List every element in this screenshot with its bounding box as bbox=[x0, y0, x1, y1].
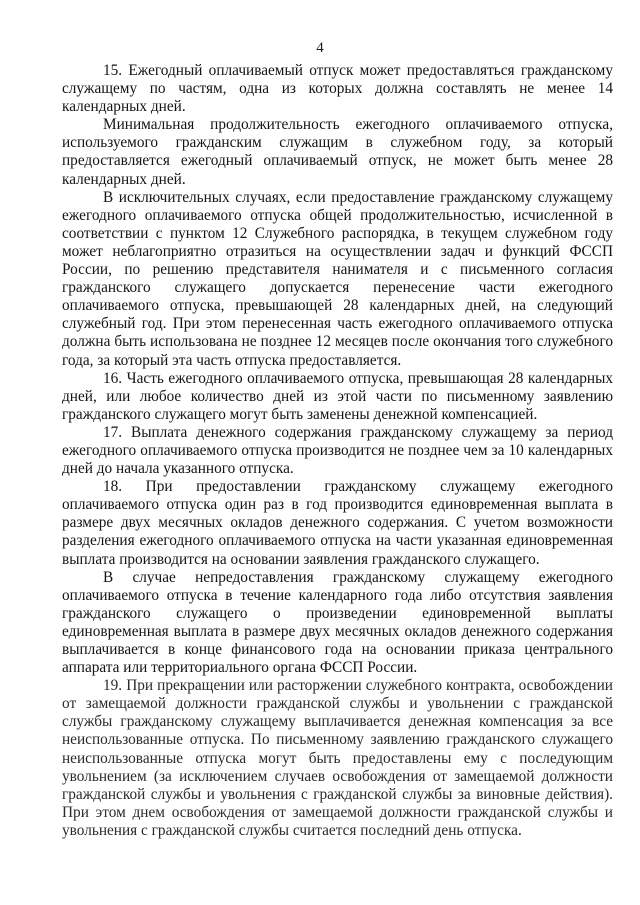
paragraph-exceptional-cases: В исключительных случаях, если предоставление гражданскому служащему ежегодного оплачиваемого отпуска общей продолжительностью, исчисленной в соответствии с пунктом 12 Служебного распорядка, в текущем служебном году может неблагоприятно отразиться на осуществлении задач и функций ФССП России, по решению представителя нанимателя и с письменного согласия гражданского служащего допускается перенесение части ежегодного оплачиваемого отпуска, превышающей 28 календарных дней, на следующий служебный год. При этом перенесенная часть ежегодного оплачиваемого отпуска должна быть использована не позднее 12 месяцев после окончания того служебного года, за который эта часть отпуска предоставляется. bbox=[62, 188, 613, 369]
paragraph-18: 18. При предоставлении гражданскому служащему ежегодного оплачиваемого отпуска один раз в год производится единовременная выплата в размере двух месячных окладов денежного содержания. С учетом возможности разделения ежегодного оплачиваемого отпуска на части указанная единовременная выплата производится на основании заявления гражданского служащего. bbox=[62, 478, 613, 568]
paragraph-16: 16. Часть ежегодного оплачиваемого отпуска, превышающая 28 календарных дней, или любое количество дней из этой части по письменному заявлению гражданского служащего могут быть заменены денежной компенсацией. bbox=[62, 369, 613, 423]
paragraph-minimum-duration: Минимальная продолжительность ежегодного оплачиваемого отпуска, используемого гражданским служащим в служебном году, за который предоставляется ежегодный оплачиваемый отпуск, не может быть менее 28 календарных дней. bbox=[62, 116, 613, 188]
page-number: 4 bbox=[316, 40, 324, 56]
document-body bbox=[62, 62, 613, 840]
paragraph-19: 19. При прекращении или расторжении служебного контракта, освобождении от замещаемой должности гражданской службы и увольнении с гражданской службы гражданскому служащему выплачивается денежная компенсация за все неиспользованные отпуска. По письменному заявлению гражданского служащего неиспользованные отпуска могут быть предоставлены ему с последующим увольнением (за исключением случаев освобождения от замещаемой должности гражданской службы и увольнения с гражданской службы за виновные действия). При этом днем освобождения от замещаемой должности гражданской службы и увольнения с гражданской службы считается последний день отпуска. bbox=[62, 677, 613, 839]
paragraph-non-provision: В случае непредоставления гражданскому служащему ежегодного оплачиваемого отпуска в течение календарного года либо отсутствия заявления гражданского служащего о произведении единовременной выплаты единовременная выплата в размере двух месячных окладов денежного содержания выплачивается в конце финансового года на основании приказа центрального аппарата или территориального органа ФССП России. bbox=[62, 568, 613, 677]
paragraph-17: 17. Выплата денежного содержания гражданскому служащему за период ежегодного оплачиваемого отпуска производится не позднее чем за 10 календарных дней до начала указанного отпуска. bbox=[62, 423, 613, 478]
paragraph-15: 15. Ежегодный оплачиваемый отпуск может предоставляться гражданскому служащему по частям, одна из которых должна составлять не менее 14 календарных дней. bbox=[62, 62, 613, 116]
